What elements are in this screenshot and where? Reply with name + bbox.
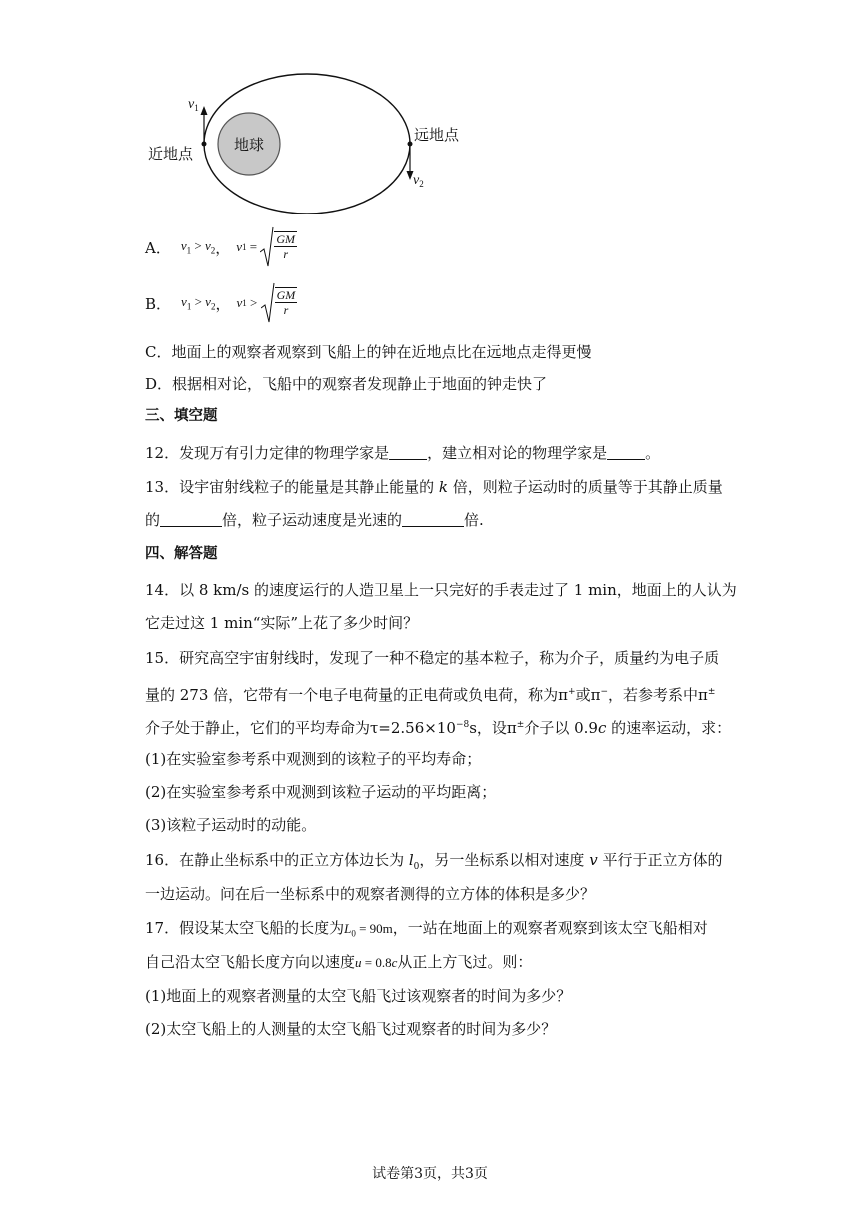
q12-text-a: 12．发现万有引力定律的物理学家是 xyxy=(145,444,390,462)
q13-text: 倍，粒子运动速度是光速的 xyxy=(222,511,403,529)
apogee-dot xyxy=(408,142,413,147)
question-15-line-1: 15．研究高空宇宙射线时，发现了一种不稳定的基本粒子，称为介子，质量约为电子质 xyxy=(145,649,720,667)
question-13-line-2 xyxy=(145,510,484,530)
answer-blank xyxy=(389,445,427,460)
q17-value: = 90m xyxy=(355,921,393,936)
q17-text: 自己沿太空飞船长度方向以速度 xyxy=(145,953,356,971)
question-17-line-2 xyxy=(145,952,532,973)
question-17-line-1 xyxy=(145,918,708,944)
q16-text: ，另一坐标系以相对速度 xyxy=(419,851,590,869)
option-a-math-2 xyxy=(236,226,297,268)
option-b xyxy=(145,280,297,326)
option-b-label: B． xyxy=(145,294,172,313)
math-eq: = xyxy=(246,239,261,254)
v2-subscript: 2 xyxy=(419,179,424,189)
option-b-math xyxy=(181,294,215,312)
v2-label xyxy=(413,173,424,189)
math-sub: 1 xyxy=(186,301,192,312)
question-12 xyxy=(145,443,660,463)
question-14-line-2: 它走过这 1 min“实际”上花了多少时间？ xyxy=(145,614,419,632)
q17-L: L xyxy=(344,921,352,936)
q12-text-c: 。 xyxy=(645,444,661,462)
math-sub: 2 xyxy=(210,301,216,312)
math-v: v xyxy=(236,295,243,310)
q13-text: 的 xyxy=(145,511,161,529)
question-13-line-1 xyxy=(145,477,723,497)
q17-u: u xyxy=(355,955,362,970)
math-v: v xyxy=(205,294,211,310)
q15-sup: −8 xyxy=(455,720,470,730)
q13-text: 13．设宇宙射线粒子的能量是其静止能量的 xyxy=(145,478,439,496)
fraction-gm-r xyxy=(274,231,297,261)
v1-arrowhead xyxy=(201,106,208,115)
q15-text: 或π xyxy=(575,686,601,704)
math-v: v xyxy=(204,238,211,254)
q15-text: s，设π xyxy=(469,719,517,737)
q15-text: 介子以 0.9 xyxy=(524,719,598,737)
math-gt: > xyxy=(191,294,206,310)
q15-sup: − xyxy=(600,687,608,697)
math-v: v xyxy=(180,238,187,254)
q13-text: 倍，则粒子运动时的质量等于其静止质量 xyxy=(447,478,723,496)
sqrt-symbol xyxy=(260,226,274,268)
question-15-line-3 xyxy=(145,715,731,738)
q16-text: 16．在静止坐标系中的正立方体边长为 xyxy=(145,851,409,869)
v1-symbol: v xyxy=(188,97,195,112)
sqrt-symbol xyxy=(261,282,275,324)
answer-blank xyxy=(607,445,645,460)
math-gt: > xyxy=(191,238,205,254)
q15-text: 介子处于静止，它们的平均寿命为τ=2.56×10 xyxy=(145,719,456,737)
v1-subscript: 1 xyxy=(194,103,199,113)
question-16-line-1 xyxy=(145,850,722,877)
question-15-part-1: (1)在实验室参考系中观测到的该粒子的平均寿命； xyxy=(145,750,482,768)
q17-sub: 0 xyxy=(351,928,356,939)
q15-c: c xyxy=(597,719,607,737)
math-sub: 1 xyxy=(242,298,247,308)
question-16-line-2: 一边运动。问在后一坐标系中的观察者测得的立方体的体积是多少？ xyxy=(145,885,596,903)
question-14-line-1: 14．以 8 km/s 的速度运行的人造卫星上一只完好的手表走过了 1 min，地面上的人认为 xyxy=(145,581,737,599)
fraction-denominator: r xyxy=(283,246,289,261)
option-b-math-2 xyxy=(236,282,297,324)
question-15-line-2 xyxy=(145,682,715,705)
q17-text: ，一站在地面上的观察者观察到该太空飞船相对 xyxy=(392,919,708,937)
math-sub: 1 xyxy=(186,245,192,256)
q15-sup: ± xyxy=(707,687,716,697)
q15-text: 的速率运动，求： xyxy=(606,719,732,737)
math-sub: 2 xyxy=(210,245,216,256)
math-v: v xyxy=(181,294,187,310)
question-17-part-2: (2)太空飞船上的人测量的太空飞船飞过观察者的时间为多少？ xyxy=(145,1020,557,1038)
q16-l0: l xyxy=(408,851,414,869)
earth-label: 地球 xyxy=(233,136,265,154)
q15-sup: + xyxy=(568,687,576,697)
perigee-dot xyxy=(202,142,207,147)
q12-text-b: ，建立相对论的物理学家是 xyxy=(427,444,608,462)
question-15-part-3: (3)该粒子运动时的动能。 xyxy=(145,816,317,834)
q17-text: 17．假设某太空飞船的长度为 xyxy=(145,919,345,937)
q16-v: v xyxy=(589,851,598,869)
math-sub: 1 xyxy=(242,242,247,252)
q13-k: k xyxy=(438,478,448,496)
section-solve: 四、解答题 xyxy=(145,546,218,562)
q17-c: c xyxy=(391,955,398,970)
fraction-numerator: GM xyxy=(276,287,296,302)
option-a xyxy=(145,224,297,270)
question-15-part-2: (2)在实验室参考系中观测到该粒子运动的平均距离； xyxy=(145,783,497,801)
fraction-numerator: GM xyxy=(276,231,296,246)
option-b-comma: ， xyxy=(215,294,231,313)
v1-label xyxy=(188,97,199,113)
math-v: v xyxy=(236,239,243,254)
fraction-denominator: r xyxy=(283,302,289,317)
q15-text: ，若参考系中π xyxy=(607,686,708,704)
q15-text: 量的 273 倍，它带有一个电子电荷量的正电荷或负电荷，称为π xyxy=(145,686,569,704)
q17-text: 从正上方飞过。则： xyxy=(397,953,533,971)
option-d: D．根据相对论，飞船中的观察者发现静止于地面的钟走快了 xyxy=(145,375,548,393)
q13-text: 倍. xyxy=(464,511,484,529)
v2-symbol: v xyxy=(413,173,420,188)
q17-length-expr xyxy=(344,921,393,939)
option-a-math xyxy=(181,238,215,256)
apogee-label: 远地点 xyxy=(414,126,460,144)
q15-sup: ± xyxy=(516,720,525,730)
fraction-gm-r xyxy=(275,287,298,317)
perigee-label: 近地点 xyxy=(148,145,194,163)
q17-value: = 0.8 xyxy=(361,955,392,970)
section-fill-in: 三、填空题 xyxy=(145,408,218,424)
q16-text: 平行于正立方体的 xyxy=(597,851,723,869)
page-footer: 试卷第3页，共3页 xyxy=(372,1166,488,1182)
answer-blank xyxy=(402,512,464,527)
orbit-diagram xyxy=(140,62,480,214)
answer-blank xyxy=(160,512,222,527)
option-c: C．地面上的观察者观察到飞船上的钟在近地点比在远地点走得更慢 xyxy=(145,343,592,361)
option-a-comma: ， xyxy=(215,238,231,257)
math-gt: > xyxy=(246,295,261,310)
question-17-part-1: (1)地面上的观察者测量的太空飞船飞过该观察者的时间为多少？ xyxy=(145,987,572,1005)
option-a-label: A． xyxy=(145,238,171,257)
q17-speed-expr xyxy=(355,955,397,970)
q16-sub: 0 xyxy=(413,862,420,872)
